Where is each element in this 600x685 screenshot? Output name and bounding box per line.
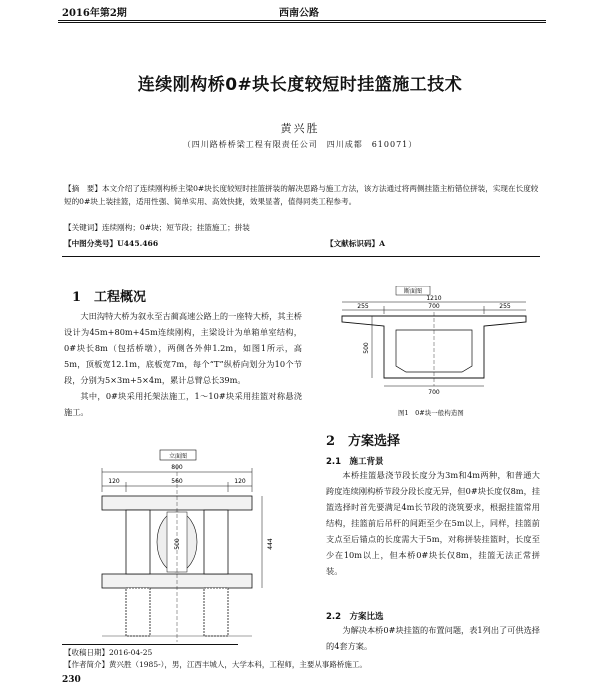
cross-section-tag: 断面图 [403,288,423,295]
section1-body [64,308,302,420]
page-number: 230 [62,675,81,685]
footnote-rule [62,644,238,645]
dim-top-total: 1210 [426,295,442,302]
dim-inner-height: 500 [174,538,181,550]
subsection-2-1-heading: 2.1 施工背景 [326,457,384,467]
dim-outer-height: 444 [267,538,274,550]
header-rule [58,20,546,21]
section1-paragraph: 其中，0#块采用托架法施工，1～10#块采用挂篮对称悬浇施工。 [64,391,302,417]
header-rule-thin [58,22,546,23]
article-title: 连续刚构桥0#块长度较短时挂篮施工技术 [137,75,463,95]
subsection-2-2-body [326,622,540,654]
author-bio: 【作者简介】黄兴胜（1985-），男，江西丰城人，大学本科，工程师，主要从事路桥施工。 [64,660,367,669]
section1-paragraph: 大田沟特大桥为叙永至古蔺高速公路上的一座特大桥，其主桥设计为45m+80m+45m连续刚构，主梁设计为单箱单室结构，0#块长8m（包括桥墩），两侧各外伸1.2m，如图1所示，高5m，顶板宽12.1m，底板宽7m，每个“T”纵桥向划分为10个节段，分别为5×3m+5×4m，累计总臂总长39m。 [64,311,302,385]
abstract: 【摘 要】本文介绍了连续刚构桥主梁0#块长度较短时挂篮拼装的解决思路与施工方法，该方法通过将两侧挂篮主桁错位拼装，实现在长度较短的0#块上装挂篮，适用性强、简单实用、高效快捷，效果显著，值得同类工程参考。 [64,184,539,206]
journal-name: 西南公路 [279,8,319,19]
subsection-2-1-body [326,467,540,579]
classification-number: 【中图分类号】U445.466 [64,239,159,248]
document-code: 【文献标识码】A [326,239,386,248]
dim-top-mid: 700 [428,303,440,310]
dim-top-left: 255 [357,303,369,310]
dim-right: 120 [234,478,246,485]
figure1-caption: 图1 0#块一般构造图 [398,409,464,417]
dim-section-height: 500 [363,342,370,354]
subsection-2-1-paragraph: 本桥挂篮悬浇节段长度分为3m和4m两种，和普通大跨度连续刚构桥节段分段长度无异，但0#块长度仅8m，挂篮选择时首先要满足4m长节段的浇筑要求，根据挂篮常用结构，挂篮前后吊杆的间距至少在5m以上，同样，挂篮前支点至后锚点的长度需大于5m，对称拼装挂篮时，长度至少在10m以上，但本桥0#块长仅8m，挂篮无法正常拼装。 [326,470,540,576]
dim-left: 120 [108,478,120,485]
dim-mid: 560 [171,478,183,485]
author: 黄兴胜 [280,122,320,135]
subsection-2-2-heading: 2.2 方案比选 [326,612,384,622]
dim-bottom: 700 [428,389,440,396]
section1-heading: 1 工程概况 [72,290,147,305]
affiliation: （四川路桥桥梁工程有限责任公司 四川成都 610071） [182,140,418,149]
section2-heading: 2 方案选择 [326,434,401,449]
subsection-2-2-paragraph: 为解决本桥0#块挂篮的布置问题，表1列出了可供选择的4套方案。 [326,625,540,651]
figure1-elevation [62,446,302,646]
abstract-rule [62,256,540,257]
journal-issue: 2016年第2期 [62,8,127,19]
keywords: 【关键词】连续刚构；0#块；短节段；挂篮施工；拼装 [64,223,250,232]
figure1-cross-section [334,286,534,398]
elevation-tag: 立面图 [168,453,188,460]
dim-top-right: 255 [499,303,511,310]
received-date: 【收稿日期】2016-04-25 [64,648,153,657]
dim-total: 800 [171,464,183,471]
